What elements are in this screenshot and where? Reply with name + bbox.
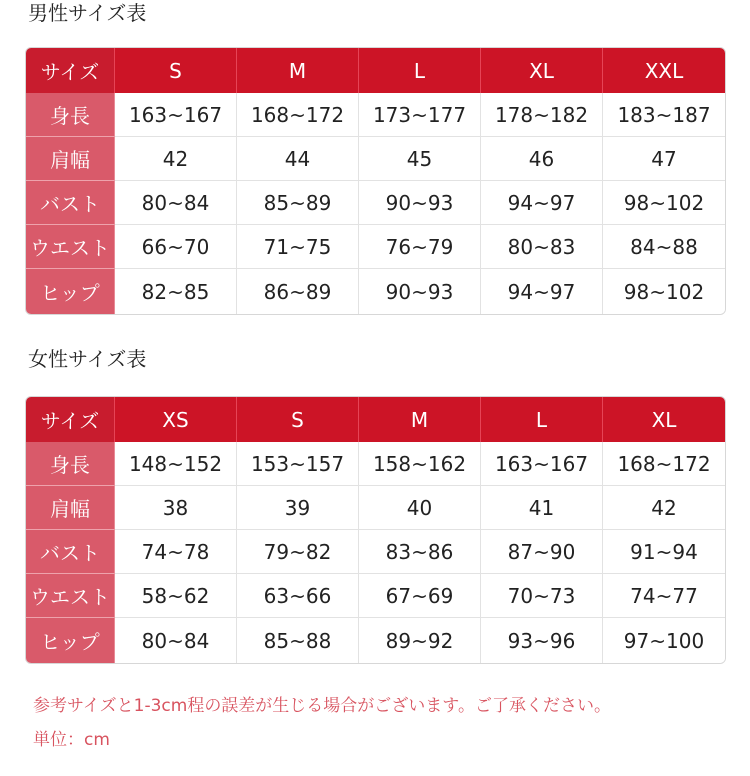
table-cell: 97~100 (603, 618, 725, 663)
table-cell: 44 (237, 137, 359, 181)
table-cell: 84~88 (603, 225, 725, 269)
table-row-hip (26, 618, 725, 663)
table-cell: 87~90 (481, 530, 603, 574)
table-cell: 71~75 (237, 225, 359, 269)
table-cell: 74~78 (115, 530, 237, 574)
table-cell: 94~97 (481, 181, 603, 225)
unit-note: 単位：cm (33, 730, 110, 750)
table-cell: 39 (237, 486, 359, 530)
table-cell: 148~152 (115, 442, 237, 486)
row-label: ヒップ (26, 618, 115, 663)
table-cell: 38 (115, 486, 237, 530)
size-header-label: サイズ (26, 48, 115, 93)
table-row-bust (26, 181, 725, 225)
table-cell: 80~84 (115, 618, 237, 663)
table-cell: 63~66 (237, 574, 359, 618)
size-column-header: L (481, 397, 603, 442)
table-cell: 47 (603, 137, 725, 181)
table-cell: 74~77 (603, 574, 725, 618)
table-cell: 168~172 (603, 442, 725, 486)
table-cell: 86~89 (237, 269, 359, 314)
table-cell: 82~85 (115, 269, 237, 314)
table-cell: 93~96 (481, 618, 603, 663)
table-row-height (26, 442, 725, 486)
table-cell: 94~97 (481, 269, 603, 314)
table-row-shoulder (26, 486, 725, 530)
table-cell: 173~177 (359, 93, 481, 137)
table-cell: 83~86 (359, 530, 481, 574)
table-cell: 85~88 (237, 618, 359, 663)
table-cell: 40 (359, 486, 481, 530)
table-cell: 85~89 (237, 181, 359, 225)
size-column-header: S (115, 48, 237, 93)
table-cell: 98~102 (603, 181, 725, 225)
table-row-shoulder (26, 137, 725, 181)
table-cell: 66~70 (115, 225, 237, 269)
men-size-chart-title: 男性サイズ表 (28, 1, 147, 25)
row-label: 肩幅 (26, 137, 115, 181)
size-column-header: M (237, 48, 359, 93)
table-cell: 183~187 (603, 93, 725, 137)
row-label: バスト (26, 530, 115, 574)
table-cell: 90~93 (359, 181, 481, 225)
table-cell: 41 (481, 486, 603, 530)
row-label: 身長 (26, 442, 115, 486)
size-column-header: XL (481, 48, 603, 93)
table-cell: 42 (115, 137, 237, 181)
size-header-label: サイズ (26, 397, 115, 442)
size-error-note: 参考サイズと1-3cm程の誤差が生じる場合がございます。ご了承ください。 (33, 696, 611, 716)
row-label: ウエスト (26, 574, 115, 618)
table-cell: 89~92 (359, 618, 481, 663)
men-size-table (25, 47, 726, 315)
size-column-header: XXL (603, 48, 725, 93)
table-cell: 98~102 (603, 269, 725, 314)
table-cell: 45 (359, 137, 481, 181)
table-cell: 76~79 (359, 225, 481, 269)
table-cell: 79~82 (237, 530, 359, 574)
row-label: 身長 (26, 93, 115, 137)
table-cell: 46 (481, 137, 603, 181)
size-column-header: S (237, 397, 359, 442)
row-label: 肩幅 (26, 486, 115, 530)
table-cell: 70~73 (481, 574, 603, 618)
table-row-hip (26, 269, 725, 314)
table-header-row (26, 397, 725, 442)
table-cell: 158~162 (359, 442, 481, 486)
table-cell: 153~157 (237, 442, 359, 486)
size-column-header: L (359, 48, 481, 93)
table-cell: 178~182 (481, 93, 603, 137)
row-label: ウエスト (26, 225, 115, 269)
row-label: バスト (26, 181, 115, 225)
table-cell: 163~167 (115, 93, 237, 137)
table-cell: 42 (603, 486, 725, 530)
table-cell: 67~69 (359, 574, 481, 618)
row-label: ヒップ (26, 269, 115, 314)
table-cell: 80~83 (481, 225, 603, 269)
table-cell: 163~167 (481, 442, 603, 486)
size-column-header: XL (603, 397, 725, 442)
table-row-waist (26, 574, 725, 618)
table-row-height (26, 93, 725, 137)
table-cell: 168~172 (237, 93, 359, 137)
table-cell: 80~84 (115, 181, 237, 225)
table-cell: 90~93 (359, 269, 481, 314)
women-size-chart-title: 女性サイズ表 (28, 347, 147, 371)
table-cell: 91~94 (603, 530, 725, 574)
size-column-header: XS (115, 397, 237, 442)
table-header-row (26, 48, 725, 93)
table-row-waist (26, 225, 725, 269)
size-column-header: M (359, 397, 481, 442)
table-cell: 58~62 (115, 574, 237, 618)
women-size-table (25, 396, 726, 664)
table-row-bust (26, 530, 725, 574)
